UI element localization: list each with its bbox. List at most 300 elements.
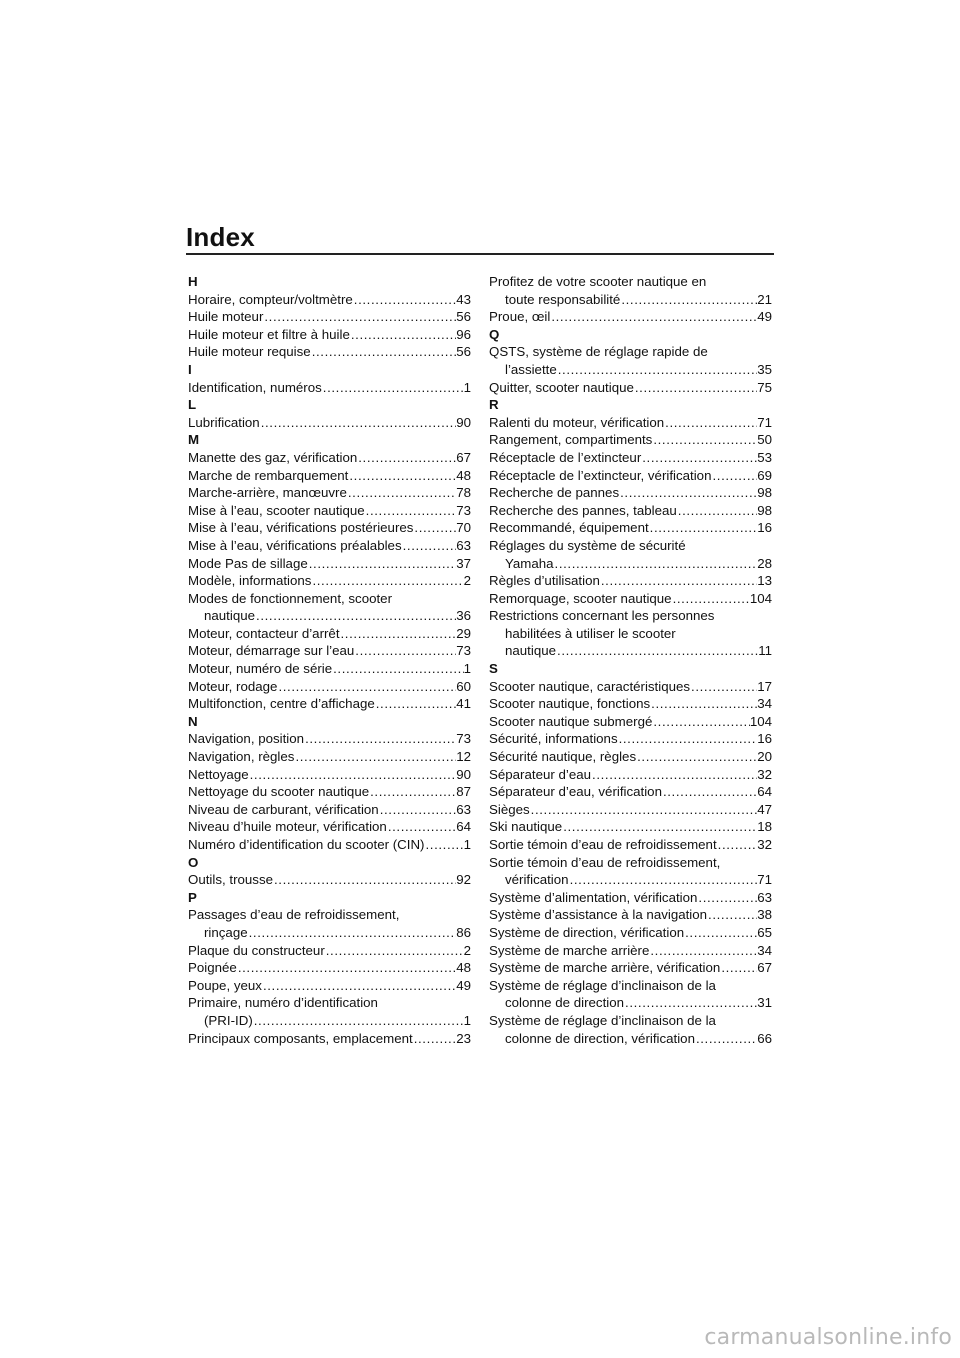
index-page-number: 32 [757, 766, 772, 782]
index-entry-text: Niveau d’huile moteur, vérification [188, 819, 387, 835]
dot-leader [620, 291, 757, 309]
index-entry [489, 801, 772, 819]
index-entry-text: rinçage [204, 924, 248, 940]
index-entry-text: Poignée [188, 960, 237, 976]
index-entry [489, 555, 772, 573]
index-entry [188, 1030, 471, 1048]
index-entry-text: Restrictions concernant les personnes [489, 608, 715, 624]
dot-leader [684, 924, 757, 942]
index-entry [489, 449, 772, 467]
index-page-number: 29 [456, 625, 471, 641]
index-entry-text: Réceptacle de l’extincteur, vérification [489, 467, 712, 483]
index-entry-line [489, 273, 772, 291]
dot-leader [237, 959, 456, 977]
index-page-number: 43 [456, 291, 471, 307]
dot-leader [652, 713, 749, 731]
index-entry [188, 537, 471, 555]
dot-leader [650, 695, 757, 713]
index-entry [188, 343, 471, 361]
index-page-number: 92 [456, 872, 471, 888]
dot-leader [695, 1030, 757, 1048]
dot-leader [354, 642, 456, 660]
index-page-number: 1 [463, 1012, 471, 1028]
index-section-letter: M [188, 432, 200, 448]
index-entry-text: Lubrification [188, 414, 260, 430]
index-section-letter: I [188, 361, 192, 377]
dot-leader [262, 977, 456, 995]
index-entry-text: Rangement, compartiments [489, 432, 653, 448]
index-section-letter: R [489, 397, 499, 413]
dot-leader [350, 326, 456, 344]
index-entry [489, 1030, 772, 1048]
index-entry [188, 572, 471, 590]
index-entry-text: (PRI-ID) [204, 1012, 253, 1028]
index-entry [489, 959, 772, 977]
index-page-number: 1 [463, 837, 471, 852]
index-entry [489, 836, 772, 854]
index-entry [489, 519, 772, 537]
index-entry-text: Système d’alimentation, vérification [489, 889, 698, 905]
index-entry-text: Navigation, position [188, 731, 305, 747]
index-entry-text: Sécurité, informations [489, 731, 618, 747]
index-page-number: 34 [757, 942, 772, 958]
index-entry-text: nautique [204, 608, 256, 624]
index-page-number: 32 [757, 837, 772, 852]
dot-leader [365, 502, 457, 520]
index-page-number: 96 [456, 326, 471, 342]
index-entry-text: Marche de rembarquement [188, 467, 349, 483]
index-entry [188, 607, 471, 625]
index-page-number: 56 [456, 309, 471, 325]
index-entry-text: Huile moteur et filtre à huile [188, 326, 350, 342]
index-entry [489, 291, 772, 309]
index-page-number: 20 [757, 749, 772, 765]
index-entry-text: Recherche des pannes, tableau [489, 502, 677, 518]
index-entry [489, 484, 772, 502]
index-entry-text: Outils, trousse [188, 872, 273, 888]
index-page-number: 48 [456, 960, 471, 976]
dot-leader [353, 291, 456, 309]
dot-leader [369, 783, 456, 801]
index-entry-text: Nettoyage [188, 766, 249, 782]
index-entry [188, 818, 471, 836]
dot-leader [304, 730, 456, 748]
dot-leader [664, 414, 757, 432]
index-page-number: 34 [757, 696, 772, 712]
index-entry-text: Réglages du système de sécurité [489, 537, 686, 553]
index-page-number: 35 [757, 361, 772, 377]
dot-leader [556, 642, 758, 660]
index-entry-text: Mise à l’eau, vérifications postérieures [188, 520, 414, 536]
index-entry-text: Recommandé, équipement [489, 520, 649, 536]
index-page-number: 71 [757, 872, 772, 888]
index-page-number: 11 [758, 643, 772, 659]
index-entry-text: Système de réglage d’inclinaison de la [489, 977, 716, 993]
index-section-letter: S [489, 661, 498, 677]
dot-leader [277, 678, 456, 696]
index-entry [188, 326, 471, 344]
index-entry [188, 730, 471, 748]
index-entry [489, 730, 772, 748]
dot-leader [677, 502, 757, 520]
dot-leader [717, 836, 758, 854]
index-entry-text: Horaire, compteur/voltmètre [188, 291, 353, 307]
index-entry [188, 924, 471, 942]
index-page-number: 104 [749, 713, 772, 729]
index-page-number: 53 [757, 449, 772, 465]
index-page-number: 41 [456, 696, 471, 712]
index-entry-text: Moteur, contacteur d’arrêt [188, 625, 340, 641]
index-column-right [489, 273, 772, 1047]
index-page-number: 73 [456, 502, 471, 518]
dot-leader [557, 361, 757, 379]
index-page-number: 49 [757, 309, 772, 325]
index-page-number: 2 [463, 573, 471, 589]
index-entry [489, 818, 772, 836]
index-page-number: 12 [456, 749, 471, 765]
index-entry-text: Sortie témoin d’eau de refroidissement, [489, 854, 721, 870]
index-entry-text: Niveau de carburant, vérification [188, 801, 379, 817]
index-entry-line [489, 343, 772, 361]
index-entry [489, 678, 772, 696]
index-entry-text: colonne de direction, vérification [505, 1030, 695, 1046]
index-page-number: 49 [456, 977, 471, 993]
index-entry-text: vérification [505, 872, 569, 888]
index-entry [489, 361, 772, 379]
index-entry-text: habilitées à utiliser le scooter [505, 625, 676, 641]
index-entry-text: Système de marche arrière [489, 942, 650, 958]
dot-leader [357, 449, 456, 467]
dot-leader [311, 572, 463, 590]
index-page-number: 56 [456, 344, 471, 360]
index-page-number: 36 [456, 608, 471, 624]
index-page-number: 71 [757, 414, 772, 430]
index-entry [188, 766, 471, 784]
index-entry-line [188, 994, 471, 1012]
index-entry [489, 713, 772, 731]
index-entry-text: Quitter, scooter nautique [489, 379, 634, 395]
index-section-letter: H [188, 274, 198, 289]
index-entry [489, 695, 772, 713]
index-page-number: 75 [757, 379, 772, 395]
index-entry-text: Sortie témoin d’eau de refroidissement [489, 837, 717, 852]
dot-leader [636, 748, 757, 766]
index-entry-text: Système de marche arrière, vérification [489, 960, 721, 976]
index-page-number: 1 [463, 661, 471, 677]
index-entry [188, 1012, 471, 1030]
index-entry-text: Recherche de pannes [489, 485, 620, 501]
index-entry-text: Ski nautique [489, 819, 563, 835]
dot-leader [255, 607, 456, 625]
dot-leader [619, 484, 757, 502]
index-page-number: 66 [757, 1030, 772, 1046]
index-page-number: 73 [456, 731, 471, 747]
index-section-letter: P [188, 889, 197, 905]
index-page-number: 60 [456, 678, 471, 694]
index-page-number: 50 [757, 432, 772, 448]
index-entry-text: Scooter nautique submergé [489, 713, 653, 729]
index-entry-text: Identification, numéros [188, 379, 322, 395]
index-page-number: 86 [456, 924, 471, 940]
dot-leader [347, 484, 456, 502]
index-page-number: 67 [757, 960, 772, 976]
index-entry-text: nautique [505, 643, 557, 659]
index-entry-line [188, 906, 471, 924]
index-entry-text: Séparateur d’eau, vérification [489, 784, 662, 800]
index-entry [489, 942, 772, 960]
dot-leader [591, 766, 757, 784]
index-page-number: 17 [757, 678, 772, 694]
index-page-number: 31 [757, 995, 772, 1011]
index-page-number: 98 [757, 502, 772, 518]
dot-leader [618, 730, 758, 748]
dot-leader [311, 343, 457, 361]
index-page-number: 73 [456, 643, 471, 659]
index-entry-text: Remorquage, scooter nautique [489, 590, 672, 606]
index-page-number: 2 [463, 942, 471, 958]
index-entry [489, 871, 772, 889]
index-page-number: 1 [463, 379, 471, 395]
index-page-number: 28 [757, 555, 772, 571]
dot-leader [600, 572, 757, 590]
dot-leader [322, 379, 464, 397]
index-entry-text: Mode Pas de sillage [188, 555, 308, 571]
index-page-number: 63 [757, 889, 772, 905]
index-entry-line [188, 590, 471, 608]
index-entry-text: toute responsabilité [505, 291, 621, 307]
dot-leader [387, 818, 456, 836]
index-section-letter: N [188, 713, 198, 729]
index-entry-text: Poupe, yeux [188, 977, 262, 993]
index-page-number: 104 [749, 590, 772, 606]
dot-leader [662, 783, 757, 801]
index-page-number: 13 [757, 573, 772, 589]
index-entry [188, 308, 471, 326]
index-page-number: 63 [456, 537, 471, 553]
dot-leader [248, 924, 457, 942]
index-entry [489, 590, 772, 608]
index-entry-text: Scooter nautique, caractéristiques [489, 678, 691, 694]
dot-leader [690, 678, 757, 696]
dot-leader [707, 906, 757, 924]
index-entry [188, 379, 471, 397]
index-entry-text: Moteur, numéro de série [188, 661, 333, 677]
index-entry-line [489, 607, 772, 625]
index-page-number: 78 [456, 485, 471, 501]
index-page-number: 70 [456, 520, 471, 536]
dot-leader [569, 871, 758, 889]
index-entry-text: Système d’assistance à la navigation [489, 907, 708, 923]
dot-leader [697, 889, 757, 907]
index-entry-text: Système de réglage d’inclinaison de la [489, 1012, 716, 1028]
dot-leader [562, 818, 757, 836]
index-entry-text: Moteur, démarrage sur l’eau [188, 643, 355, 659]
index-entry-text: Moteur, rodage [188, 678, 278, 694]
dot-leader [641, 449, 757, 467]
index-page-number: 21 [757, 291, 772, 307]
index-entry [188, 660, 471, 678]
index-entry [188, 502, 471, 520]
index-entry-text: QSTS, système de réglage rapide de [489, 344, 708, 360]
index-entry-text: Profitez de votre scooter nautique en [489, 274, 707, 289]
dot-leader [711, 467, 757, 485]
index-entry-text: Marche-arrière, manœuvre [188, 485, 347, 501]
index-page-number: 90 [456, 766, 471, 782]
index-entry [489, 642, 772, 660]
dot-leader [624, 994, 757, 1012]
index-entry [188, 836, 471, 854]
dot-leader [379, 801, 457, 819]
index-entry-text: Modes de fonctionnement, scooter [188, 590, 393, 606]
index-entry [489, 889, 772, 907]
dot-leader [375, 695, 456, 713]
index-entry [489, 502, 772, 520]
index-page-number: 23 [456, 1030, 471, 1046]
index-entry [188, 959, 471, 977]
dot-leader [332, 660, 463, 678]
index-entry-text: Primaire, numéro d’identification [188, 995, 378, 1011]
index-entry [188, 871, 471, 889]
index-entry-line [489, 1012, 772, 1030]
index-entry-text: Navigation, règles [188, 749, 295, 765]
index-entry-text: Huile moteur [188, 309, 264, 325]
index-entry [489, 994, 772, 1012]
index-entry-text: Sièges [489, 801, 530, 817]
dot-leader [308, 555, 456, 573]
dot-leader [634, 379, 757, 397]
index-entry-line [489, 625, 772, 643]
dot-leader [550, 308, 757, 326]
index-entry-text: Scooter nautique, fonctions [489, 696, 651, 712]
index-entry-text: Mise à l’eau, vérifications préalables [188, 537, 402, 553]
index-entry-text: Mise à l’eau, scooter nautique [188, 502, 365, 518]
index-column-left [188, 273, 471, 1047]
index-entry-text: Yamaha [505, 555, 554, 571]
index-page-number: 47 [757, 801, 772, 817]
index-entry-text: Passages d’eau de refroidissement, [188, 907, 400, 923]
index-entry [489, 924, 772, 942]
index-entry [188, 695, 471, 713]
index-entry [489, 748, 772, 766]
dot-leader [263, 308, 456, 326]
index-entry [489, 414, 772, 432]
title-rule [186, 253, 774, 255]
index-entry [489, 766, 772, 784]
index-entry-text: Numéro d’identification du scooter (CIN) [188, 837, 425, 852]
index-entry [188, 748, 471, 766]
index-page-number: 98 [757, 485, 772, 501]
index-entry [188, 625, 471, 643]
index-entry [188, 291, 471, 309]
index-entry [188, 449, 471, 467]
index-entry-text: Manette des gaz, vérification [188, 449, 358, 465]
index-section-letter: Q [489, 326, 500, 342]
index-entry [188, 977, 471, 995]
index-page-number: 16 [757, 731, 772, 747]
dot-leader [402, 537, 457, 555]
index-entry-text: Séparateur d’eau [489, 766, 592, 782]
dot-leader [273, 871, 456, 889]
index-page-number: 69 [757, 467, 772, 483]
index-page-number: 38 [757, 907, 772, 923]
dot-leader [325, 942, 464, 960]
index-section-letter: O [188, 854, 199, 870]
index-entry [188, 678, 471, 696]
index-entry [489, 572, 772, 590]
dot-leader [294, 748, 456, 766]
index-page-number: 18 [757, 819, 772, 835]
dot-leader [649, 519, 758, 537]
index-entry [188, 642, 471, 660]
dot-leader [652, 431, 757, 449]
dot-leader [425, 836, 464, 854]
index-entry [188, 783, 471, 801]
index-entry-text: Ralenti du moteur, vérification [489, 414, 665, 430]
index-entry-text: Réceptacle de l’extincteur [489, 449, 642, 465]
dot-leader [348, 467, 456, 485]
dot-leader [253, 1012, 464, 1030]
dot-leader [249, 766, 457, 784]
index-entry-line [489, 854, 772, 872]
dot-leader [413, 1030, 457, 1048]
index-section-letter: L [188, 397, 197, 413]
index-page-number: 90 [456, 414, 471, 430]
index-entry-text: Plaque du constructeur [188, 942, 325, 958]
dot-leader [260, 414, 457, 432]
index-page-number: 64 [456, 819, 471, 835]
index-entry-text: Sécurité nautique, règles [489, 749, 637, 765]
index-entry-line [489, 537, 772, 555]
index-page-number: 64 [757, 784, 772, 800]
index-entry [489, 467, 772, 485]
dot-leader [413, 519, 456, 537]
index-entry-text: colonne de direction [505, 995, 625, 1011]
index-entry-text: Multifonction, centre d’affichage [188, 696, 375, 712]
index-entry [188, 467, 471, 485]
index-entry-text: Système de direction, vérification [489, 924, 685, 940]
index-entry [489, 783, 772, 801]
index-page-number: 48 [456, 467, 471, 483]
index-page-number: 67 [456, 449, 471, 465]
index-entry [188, 519, 471, 537]
index-entry-text: Modèle, informations [188, 573, 312, 589]
index-page-number: 16 [757, 520, 772, 536]
dot-leader [340, 625, 457, 643]
index-entry [188, 414, 471, 432]
index-page-number: 87 [456, 784, 471, 800]
index-entry [489, 906, 772, 924]
index-entry [188, 942, 471, 960]
dot-leader [649, 942, 757, 960]
index-entry-text: l’assiette [505, 361, 557, 377]
dot-leader [720, 959, 757, 977]
index-entry-text: Proue, œil [489, 309, 551, 325]
index-entry-text: Huile moteur requise [188, 344, 311, 360]
index-entry [489, 379, 772, 397]
index-entry [489, 308, 772, 326]
index-entry-line [489, 977, 772, 995]
index-entry-text: Nettoyage du scooter nautique [188, 784, 370, 800]
index-entry [188, 484, 471, 502]
index-entry [188, 801, 471, 819]
dot-leader [554, 555, 758, 573]
page-title: Index [186, 222, 255, 252]
index-entry-text: Principaux composants, emplacement [188, 1030, 413, 1046]
dot-leader [672, 590, 750, 608]
index-entry [188, 555, 471, 573]
footer-watermark: carmanualsonline.info [704, 1325, 952, 1350]
index-page-number: 63 [456, 801, 471, 817]
